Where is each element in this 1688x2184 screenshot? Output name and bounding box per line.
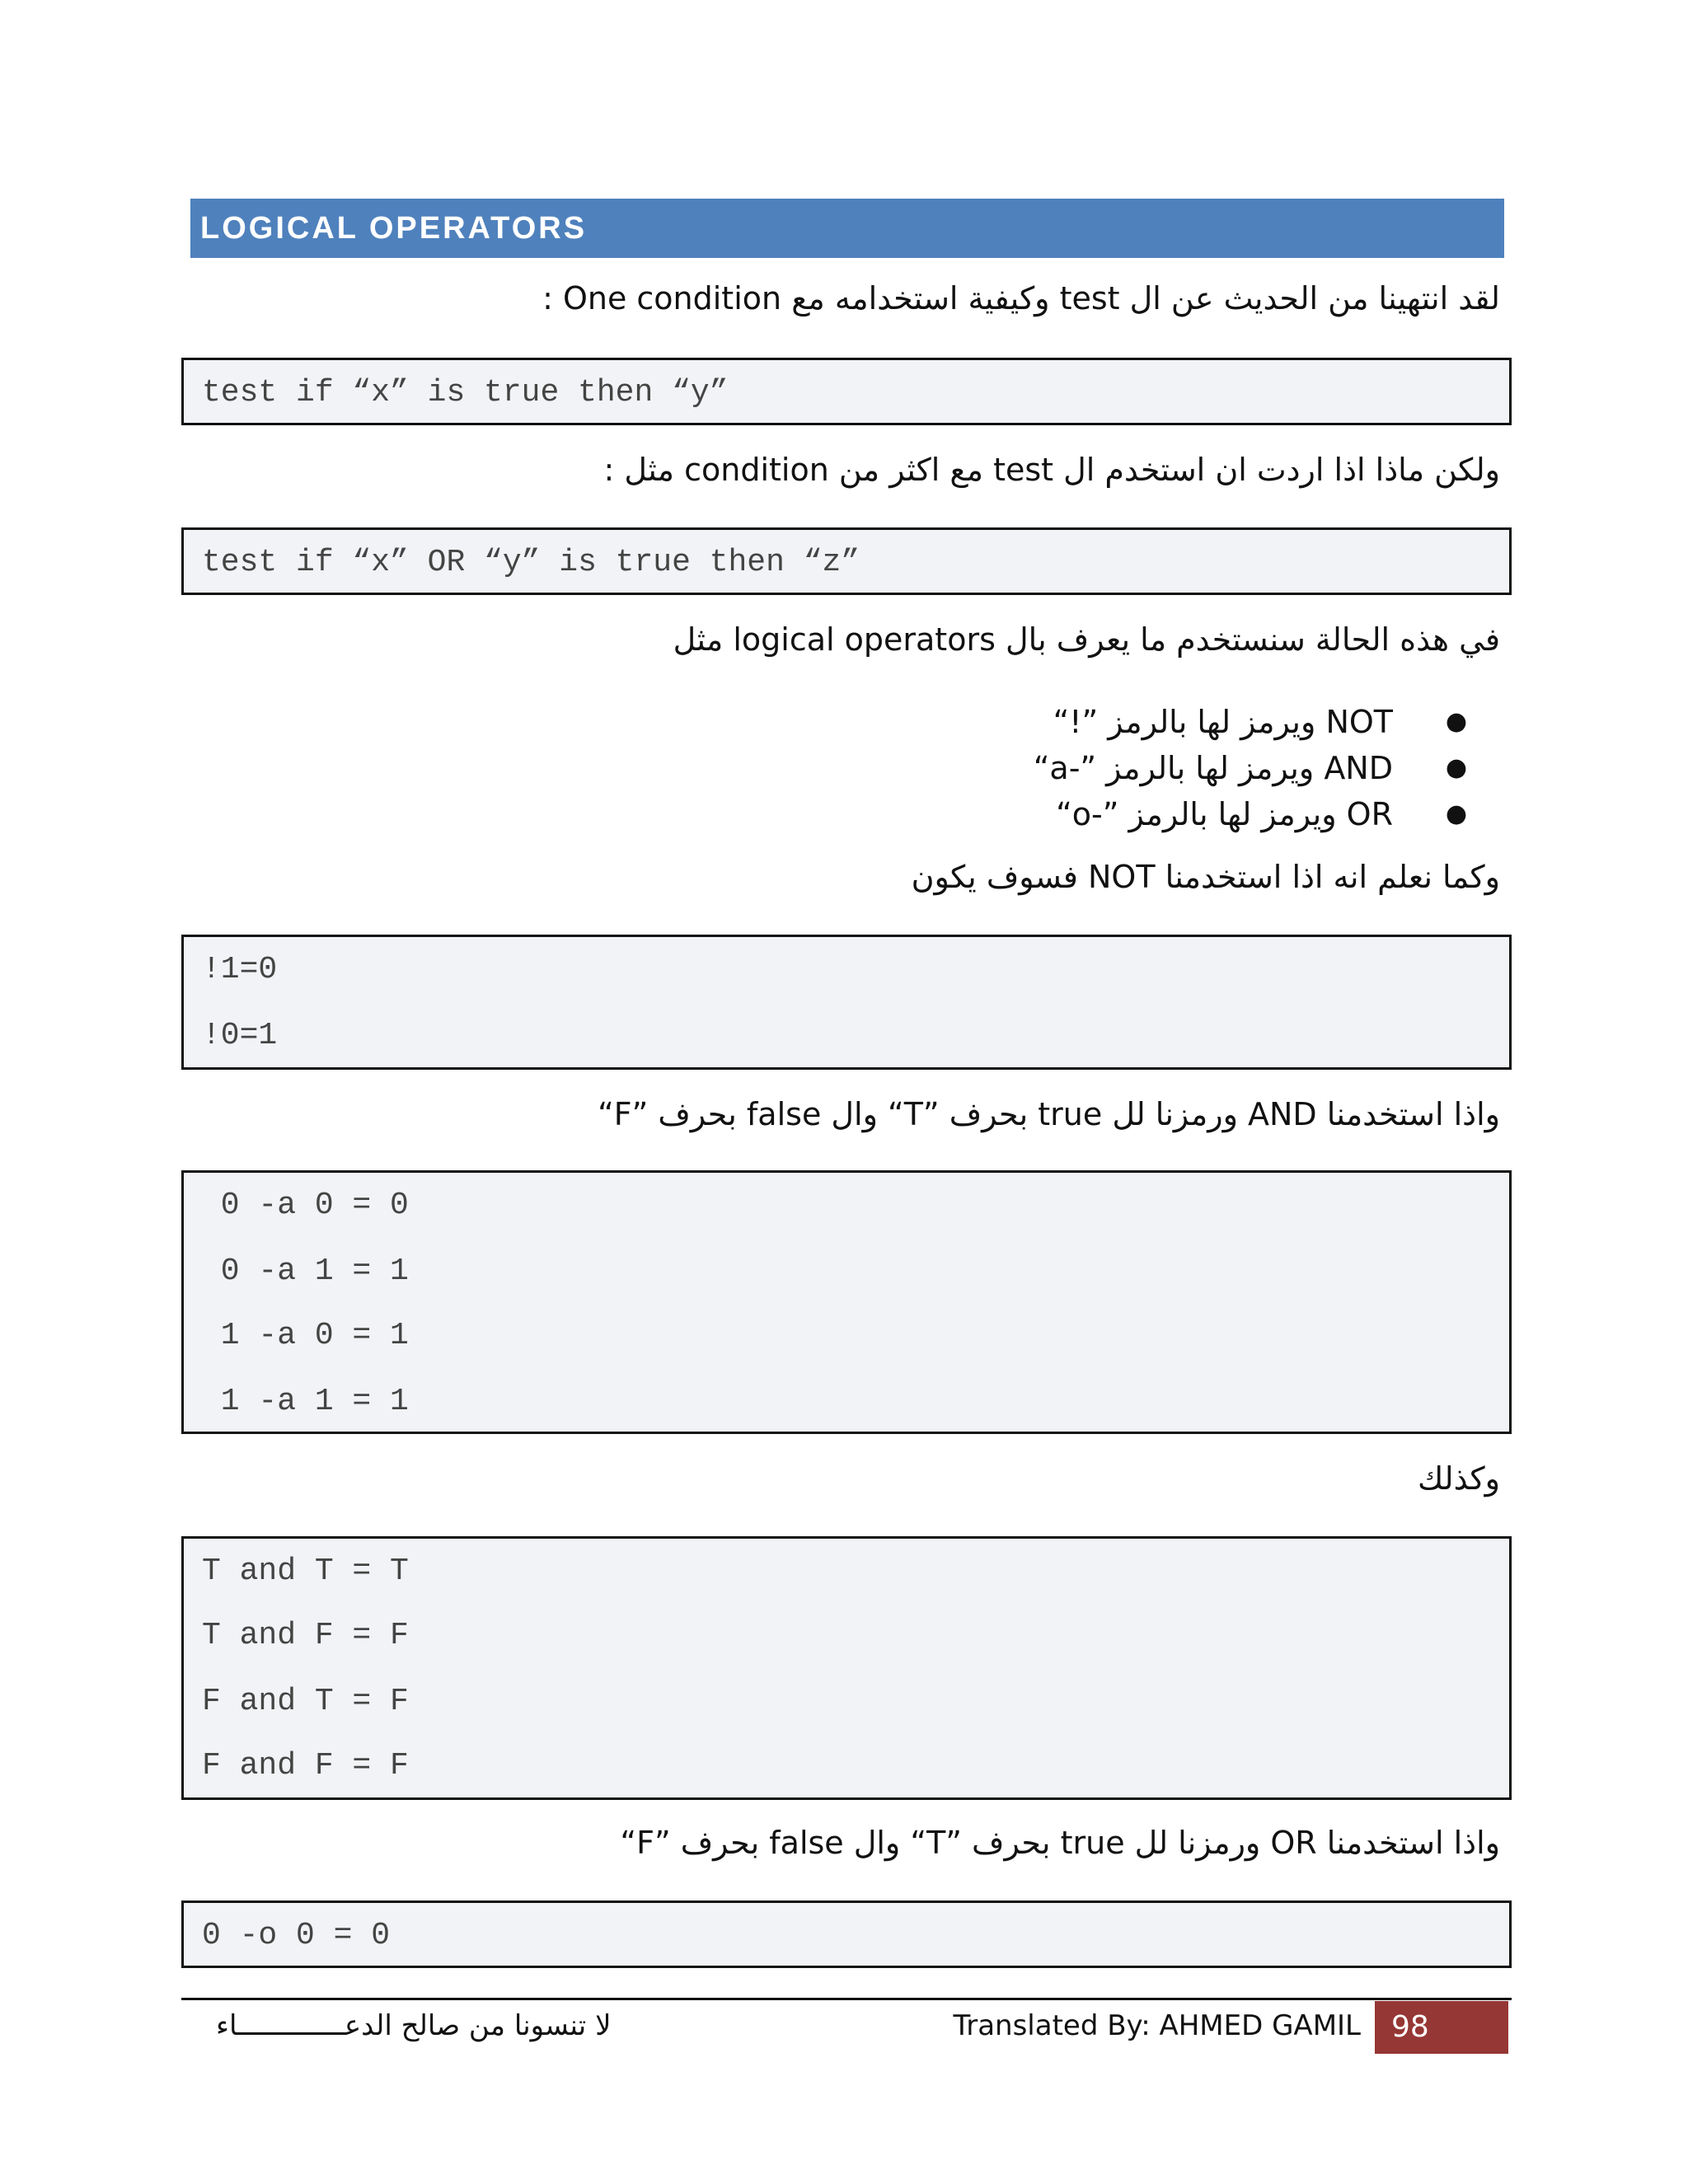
code-block-not <box>181 935 1512 1070</box>
code-line: 0 -o 0 = 0 <box>202 1918 391 1953</box>
bullet-icon: ● <box>1445 707 1467 736</box>
footer-credit: Translated By: AHMED GAMIL <box>953 2009 1361 2042</box>
footer-note: لا تنسونا من صالح الدعـــــــــــــاء <box>216 2009 612 2042</box>
footer-divider <box>181 1998 1512 2000</box>
section-title: LOGICAL OPERATORS <box>190 199 1504 258</box>
code-line: 1 -a 0 = 1 <box>202 1318 409 1353</box>
list-item: ● AND ويرمز لها بالرمز ”-a“ <box>1034 745 1500 791</box>
code-line: F and F = F <box>202 1748 409 1783</box>
paragraph-or: واذا استخدمنا OR ورمزنا لل true بحرف ”T“ وال false بحرف ”F“ <box>620 1825 1500 1861</box>
code-line: 0 -a 1 = 1 <box>202 1254 409 1289</box>
code-block-and-truth <box>181 1536 1512 1800</box>
code-line: !0=1 <box>202 1018 278 1053</box>
code-block-test-single <box>181 358 1512 425</box>
bullet-icon: ● <box>1445 753 1467 782</box>
code-line: T and F = F <box>202 1618 409 1653</box>
code-block-test-multi <box>181 527 1512 595</box>
paragraph-and: واذا استخدمنا AND ورمزنا لل true بحرف ”T“ وال false بحرف ”F“ <box>598 1096 1500 1132</box>
code-block-or <box>181 1900 1512 1968</box>
paragraph-also: وكذلك <box>1418 1460 1500 1497</box>
page-number: 98 <box>1375 2001 1508 2054</box>
code-line: test if “x” is true then “y” <box>202 375 729 410</box>
paragraph-not: وكما نعلم انه اذا استخدمنا NOT فسوف يكون <box>911 859 1500 895</box>
code-line: test if “x” OR “y” is true then “z” <box>202 545 860 580</box>
paragraph-multi-condition: ولكن ماذا اذا اردت ان استخدم ال test مع اكثر من condition مثل : <box>603 452 1500 488</box>
list-item: ● NOT ويرمز لها بالرمز ”!“ <box>1034 699 1500 745</box>
operator-list <box>1034 699 1500 837</box>
paragraph-intro: لقد انتهينا من الحديث عن ال test وكيفية استخدامه مع One condition : <box>542 280 1500 316</box>
code-line: F and T = F <box>202 1684 409 1719</box>
paragraph-logical-operators: في هذه الحالة سنستخدم ما يعرف بال logical operators مثل <box>673 621 1500 658</box>
code-block-and <box>181 1170 1512 1434</box>
code-line: 0 -a 0 = 0 <box>202 1188 409 1223</box>
list-item: ● OR ويرمز لها بالرمز ”-o“ <box>1034 791 1500 837</box>
code-line: 1 -a 1 = 1 <box>202 1384 409 1419</box>
bullet-icon: ● <box>1445 799 1467 828</box>
code-line: !1=0 <box>202 952 278 987</box>
code-line: T and T = T <box>202 1554 409 1589</box>
